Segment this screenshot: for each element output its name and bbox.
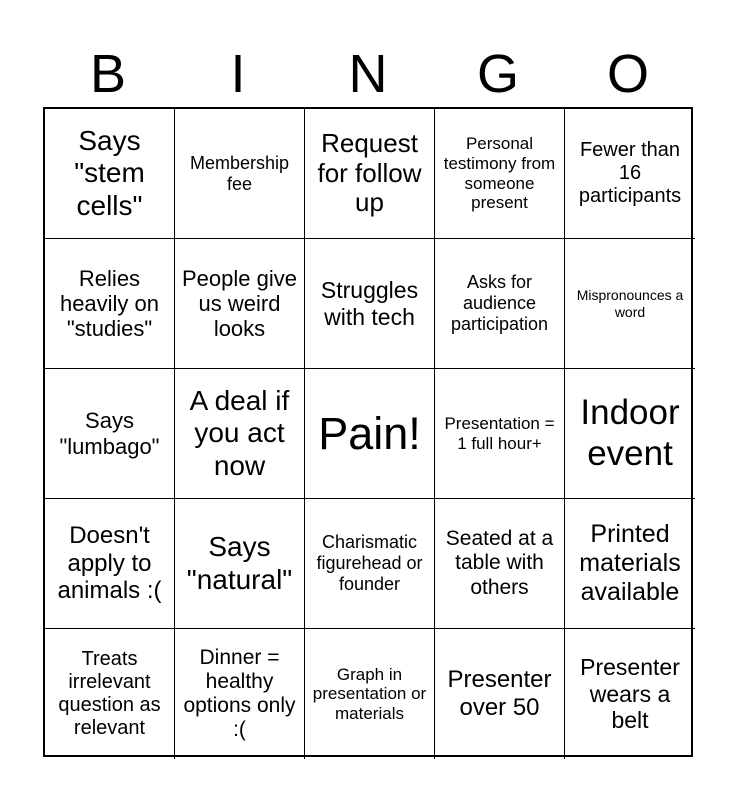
bingo-cell-r5c2[interactable] [175,629,305,759]
cell-text: Presenter wears a belt [580,654,680,734]
cell-text: Presentation = 1 full hour+ [444,413,555,453]
cell-text: Presenter over 50 [447,666,552,721]
bingo-header [43,40,693,108]
bingo-cell-r3c1[interactable] [45,369,175,499]
bingo-cell-r1c4[interactable] [435,109,565,239]
cell-text: People give us weird looks [182,265,297,342]
cell-text: Graph in presentation or materials [312,664,427,723]
header-letter-b: B [89,44,127,104]
header-letter-n: N [348,44,388,104]
bingo-board [43,107,693,757]
bingo-cell-r4c5[interactable] [565,499,695,629]
bingo-cell-r3c2[interactable] [175,369,305,499]
bingo-cell-r5c5[interactable] [565,629,695,759]
bingo-cell-r2c2[interactable] [175,239,305,369]
bingo-cell-r2c4[interactable] [435,239,565,369]
cell-text: Membership fee [189,152,290,194]
bingo-cell-r5c3[interactable] [305,629,435,759]
free-space: Pain! [318,407,421,459]
bingo-cell-r2c5[interactable] [565,239,695,369]
cell-text: Seated at a table with others [445,527,554,599]
cell-text: Asks for audience participation [450,272,549,334]
bingo-cell-r3c4[interactable] [435,369,565,499]
cell-text: Mispronounces a word [576,287,684,320]
bingo-cell-r1c1[interactable] [45,109,175,239]
bingo-cell-r2c1[interactable] [45,239,175,369]
cell-text: Struggles with tech [320,277,419,330]
header-letter-o: O [606,44,649,104]
cell-text: A deal if you act now [189,385,290,481]
cell-text: Doesn't apply to animals :( [57,522,162,605]
bingo-cell-r4c3[interactable] [305,499,435,629]
bingo-cell-r1c5[interactable] [565,109,695,239]
cell-text: Says "stem cells" [74,125,145,221]
bingo-cell-r2c3[interactable] [305,239,435,369]
cell-text: Printed materials available [579,520,681,606]
cell-text: Fewer than 16 participants [578,139,682,207]
bingo-cell-r1c3[interactable] [305,109,435,239]
cell-text: Relies heavily on "studies" [59,265,160,342]
cell-text: Treats irrelevant question as relevant [58,648,161,739]
header-letter-i: I [230,44,246,104]
cell-text: Says "natural" [186,531,293,595]
cell-text: Personal testimony from someone present [443,134,556,213]
bingo-cell-r4c2[interactable] [175,499,305,629]
bingo-cell-r4c1[interactable] [45,499,175,629]
bingo-cell-r3c5[interactable] [565,369,695,499]
bingo-cell-r5c4[interactable] [435,629,565,759]
bingo-cell-r1c2[interactable] [175,109,305,239]
bingo-cell-r4c4[interactable] [435,499,565,629]
bingo-cell-r5c1[interactable] [45,629,175,759]
header-letter-g: G [476,44,519,104]
cell-text: Says "lumbago" [59,408,160,459]
cell-text: Charismatic figurehead or founder [316,532,423,594]
cell-text: Request for follow up [317,127,422,218]
bingo-cell-r3c3[interactable] [305,369,435,499]
cell-text: Dinner = healthy options only :( [183,645,296,742]
cell-text: Indoor event [580,393,680,473]
